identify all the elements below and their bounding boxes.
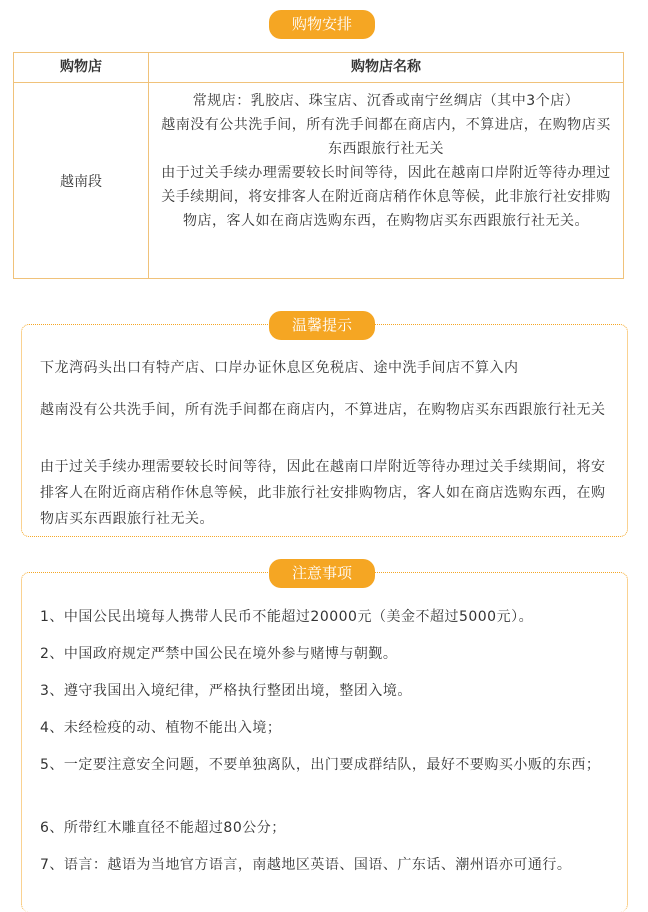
note-item: 4、未经检疫的动、植物不能出入境； (40, 720, 282, 736)
shop-detail-line: 越南没有公共洗手间，所有洗手间都在商店内，不算进店，在购物店买东西跟旅行社无关 (161, 117, 611, 157)
table-cell-shop-details (149, 83, 623, 278)
note-item: 7、语言：越语为当地官方语言，南越地区英语、国语、广东话、潮州语亦可通行。 (40, 857, 572, 873)
table-header-row (14, 53, 623, 83)
note-item: 6、所带红木雕直径不能超过80公分； (40, 820, 286, 836)
section-title-tips: 温馨提示 (269, 311, 375, 340)
note-item: 5、一定要注意安全问题，不要单独离队，出门要成群结队，最好不要购买小贩的东西； (40, 757, 601, 773)
tip-item: 下龙湾码头出口有特产店、口岸办证休息区免税店、途中洗手间店不算入内 (40, 360, 519, 376)
table-cell-segment: 越南段 (60, 173, 102, 190)
tip-item: 由于过关手续办理需要较长时间等待，因此在越南口岸附近等待办理过关手续期间，将安排客人在附近商店稍作休息等候，此非旅行社安排购物店，客人如在商店选购东西，在购物店买东西跟旅行社无关。 (40, 459, 606, 527)
note-item: 1、中国公民出境每人携带人民币不能超过20000元（美金不超过5000元）。 (40, 609, 534, 625)
table-header-shop: 购物店 (60, 59, 102, 75)
note-item: 3、遵守我国出入境纪律，严格执行整团出境，整团入境。 (40, 683, 412, 699)
note-item: 2、中国政府规定严禁中国公民在境外参与赌博与朝觐。 (40, 646, 398, 662)
tip-item: 越南没有公共洗手间，所有洗手间都在商店内，不算进店，在购物店买东西跟旅行社无关 (40, 402, 606, 418)
shop-detail-line: 由于过关手续办理需要较长时间等待，因此在越南口岸附近等待办理过关手续期间，将安排客人在附近商店稍作休息等候，此非旅行社安排购物店，客人如在商店选购东西，在购物店买东西跟旅行社无关。 (161, 165, 611, 229)
section-title-shopping: 购物安排 (269, 10, 375, 39)
table-header-shop-name: 购物店名称 (351, 59, 421, 75)
section-title-notes: 注意事项 (269, 559, 375, 588)
shop-detail-line: 常规店：乳胶店、珠宝店、沉香或南宁丝绸店（其中3个店） (192, 93, 580, 109)
shopping-table (13, 52, 624, 279)
